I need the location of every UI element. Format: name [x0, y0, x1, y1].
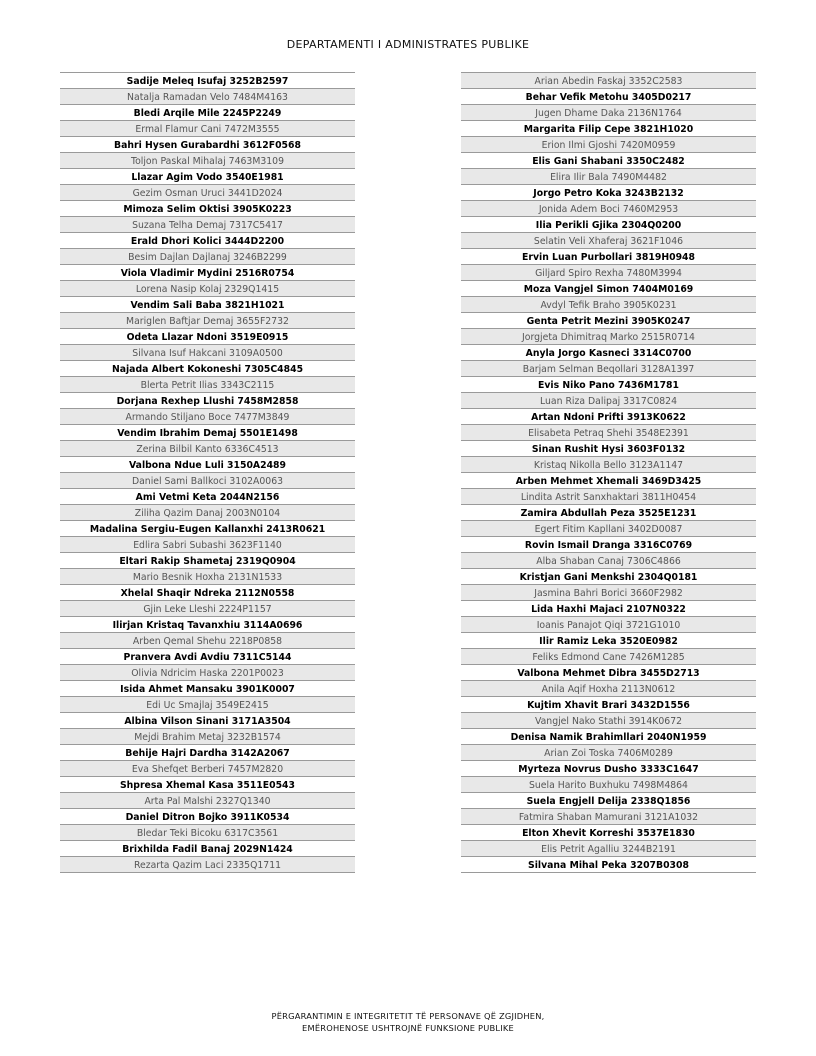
- list-item: Artan Ndoni Prifti 3913K0622: [461, 408, 756, 425]
- list-item: Elton Xhevit Korreshi 3537E1830: [461, 824, 756, 841]
- list-item: Vendim Ibrahim Demaj 5501E1498: [60, 424, 355, 441]
- right-column: [461, 73, 756, 873]
- list-item: Evis Niko Pano 7436M1781: [461, 376, 756, 393]
- list-item: Kristjan Gani Menkshi 2304Q0181: [461, 568, 756, 585]
- list-item: Erion Ilmi Gjoshi 7420M0959: [461, 136, 756, 153]
- list-item: Toljon Paskal Mihalaj 7463M3109: [60, 152, 355, 169]
- list-item: Edlira Sabri Subashi 3623F1140: [60, 536, 355, 553]
- list-item: Vangjel Nako Stathi 3914K0672: [461, 712, 756, 729]
- list-item: Behije Hajri Dardha 3142A2067: [60, 744, 355, 761]
- list-item: Ilir Ramiz Leka 3520E0982: [461, 632, 756, 649]
- page-footer: [0, 1010, 816, 1034]
- list-item: Xhelal Shaqir Ndreka 2112N0558: [60, 584, 355, 601]
- list-item: Albina Vilson Sinani 3171A3504: [60, 712, 355, 729]
- list-item: Madalina Sergiu-Eugen Kallanxhi 2413R0621: [60, 520, 355, 537]
- list-item: Odeta Llazar Ndoni 3519E0915: [60, 328, 355, 345]
- list-item: Avdyl Tefik Braho 3905K0231: [461, 296, 756, 313]
- list-item: Mejdi Brahim Metaj 3232B1574: [60, 728, 355, 745]
- list-item: Isida Ahmet Mansaku 3901K0007: [60, 680, 355, 697]
- list-item: Arian Zoi Toska 7406M0289: [461, 744, 756, 761]
- list-item: Suela Engjell Delija 2338Q1856: [461, 792, 756, 809]
- list-item: Suzana Telha Demaj 7317C5417: [60, 216, 355, 233]
- list-item: Ilia Perikli Gjika 2304Q0200: [461, 216, 756, 233]
- list-item: Myrteza Novrus Dusho 3333C1647: [461, 760, 756, 777]
- left-column: [60, 73, 355, 873]
- list-item: Arian Abedin Faskaj 3352C2583: [461, 72, 756, 89]
- list-item: Silvana Mihal Peka 3207B0308: [461, 856, 756, 873]
- list-item: Jasmina Bahri Borici 3660F2982: [461, 584, 756, 601]
- list-item: Jorgjeta Dhimitraq Marko 2515R0714: [461, 328, 756, 345]
- list-item: Barjam Selman Beqollari 3128A1397: [461, 360, 756, 377]
- list-item: Ervin Luan Purbollari 3819H0948: [461, 248, 756, 265]
- list-item: Rezarta Qazim Laci 2335Q1711: [60, 856, 355, 873]
- list-item: Jugen Dhame Daka 2136N1764: [461, 104, 756, 121]
- list-item: Erald Dhori Kolici 3444D2200: [60, 232, 355, 249]
- page-title: DEPARTAMENTI I ADMINISTRATES PUBLIKE: [286, 38, 530, 51]
- list-item: Denisa Namik Brahimllari 2040N1959: [461, 728, 756, 745]
- list-item: Vendim Sali Baba 3821H1021: [60, 296, 355, 313]
- list-item: Sadije Meleq Isufaj 3252B2597: [60, 72, 355, 89]
- list-item: Feliks Edmond Cane 7426M1285: [461, 648, 756, 665]
- list-item: Brixhilda Fadil Banaj 2029N1424: [60, 840, 355, 857]
- list-item: Ioanis Panajot Qiqi 3721G1010: [461, 616, 756, 633]
- list-item: Eltari Rakip Shametaj 2319Q0904: [60, 552, 355, 569]
- list-item: Elisabeta Petraq Shehi 3548E2391: [461, 424, 756, 441]
- list-item: Margarita Filip Cepe 3821H1020: [461, 120, 756, 137]
- list-item: Mimoza Selim Oktisi 3905K0223: [60, 200, 355, 217]
- list-item: Selatin Veli Xhaferaj 3621F1046: [461, 232, 756, 249]
- list-item: Arben Mehmet Xhemali 3469D3425: [461, 472, 756, 489]
- list-item: Egert Fitim Kapllani 3402D0087: [461, 520, 756, 537]
- list-item: Daniel Sami Ballkoci 3102A0063: [60, 472, 355, 489]
- list-item: Gezim Osman Uruci 3441D2024: [60, 184, 355, 201]
- list-item: Rovin Ismail Dranga 3316C0769: [461, 536, 756, 553]
- list-item: Moza Vangjel Simon 7404M0169: [461, 280, 756, 297]
- list-item: Besim Dajlan Dajlanaj 3246B2299: [60, 248, 355, 265]
- list-item: Luan Riza Dalipaj 3317C0824: [461, 392, 756, 409]
- list-item: Elis Gani Shabani 3350C2482: [461, 152, 756, 169]
- list-item: Shpresa Xhemal Kasa 3511E0543: [60, 776, 355, 793]
- list-item: Arta Pal Malshi 2327Q1340: [60, 792, 355, 809]
- list-item: Blerta Petrit Ilias 3343C2115: [60, 376, 355, 393]
- list-item: Viola Vladimir Mydini 2516R0754: [60, 264, 355, 281]
- list-item: Llazar Agim Vodo 3540E1981: [60, 168, 355, 185]
- list-item: Elis Petrit Agalliu 3244B2191: [461, 840, 756, 857]
- list-item: Bahri Hysen Gurabardhi 3612F0568: [60, 136, 355, 153]
- list-item: Armando Stiljano Boce 7477M3849: [60, 408, 355, 425]
- list-item: Edi Uc Smajlaj 3549E2415: [60, 696, 355, 713]
- list-item: Ilirjan Kristaq Tavanxhiu 3114A0696: [60, 616, 355, 633]
- list-item: Silvana Isuf Hakcani 3109A0500: [60, 344, 355, 361]
- name-list-columns: [60, 73, 756, 873]
- list-item: Natalja Ramadan Velo 7484M4163: [60, 88, 355, 105]
- list-item: Najada Albert Kokoneshi 7305C4845: [60, 360, 355, 377]
- list-item: Valbona Mehmet Dibra 3455D2713: [461, 664, 756, 681]
- list-item: Ziliha Qazim Danaj 2003N0104: [60, 504, 355, 521]
- list-item: Jonida Adem Boci 7460M2953: [461, 200, 756, 217]
- list-item: Lorena Nasip Kolaj 2329Q1415: [60, 280, 355, 297]
- footer-line-2: EMËROHENOSE USHTROJNË FUNKSIONE PUBLIKE: [302, 1023, 514, 1033]
- list-item: Arben Qemal Shehu 2218P0858: [60, 632, 355, 649]
- list-item: Kristaq Nikolla Bello 3123A1147: [461, 456, 756, 473]
- list-item: Eva Shefqet Berberi 7457M2820: [60, 760, 355, 777]
- list-item: Alba Shaban Canaj 7306C4866: [461, 552, 756, 569]
- list-item: Elira Ilir Bala 7490M4482: [461, 168, 756, 185]
- footer-line-1: PËRGARANTIMIN E INTEGRITETIT TË PERSONAVE QË ZGJIDHEN,: [271, 1011, 545, 1021]
- list-item: Suela Harito Buxhuku 7498M4864: [461, 776, 756, 793]
- list-item: Bledi Arqile Mile 2245P2249: [60, 104, 355, 121]
- list-item: Anila Aqif Hoxha 2113N0612: [461, 680, 756, 697]
- list-item: Lida Haxhi Majaci 2107N0322: [461, 600, 756, 617]
- list-item: Lindita Astrit Sanxhaktari 3811H0454: [461, 488, 756, 505]
- list-item: Pranvera Avdi Avdiu 7311C5144: [60, 648, 355, 665]
- list-item: Bledar Teki Bicoku 6317C3561: [60, 824, 355, 841]
- list-item: Behar Vefik Metohu 3405D0217: [461, 88, 756, 105]
- list-item: Anyla Jorgo Kasneci 3314C0700: [461, 344, 756, 361]
- list-item: Mariglen Baftjar Demaj 3655F2732: [60, 312, 355, 329]
- list-item: Valbona Ndue Luli 3150A2489: [60, 456, 355, 473]
- list-item: Gjin Leke Lleshi 2224P1157: [60, 600, 355, 617]
- list-item: Ami Vetmi Keta 2044N2156: [60, 488, 355, 505]
- list-item: Daniel Ditron Bojko 3911K0534: [60, 808, 355, 825]
- list-item: Sinan Rushit Hysi 3603F0132: [461, 440, 756, 457]
- list-item: Olivia Ndricim Haska 2201P0023: [60, 664, 355, 681]
- list-item: Genta Petrit Mezini 3905K0247: [461, 312, 756, 329]
- list-item: Giljard Spiro Rexha 7480M3994: [461, 264, 756, 281]
- list-item: Zamira Abdullah Peza 3525E1231: [461, 504, 756, 521]
- list-item: Fatmira Shaban Mamurani 3121A1032: [461, 808, 756, 825]
- list-item: Dorjana Rexhep Llushi 7458M2858: [60, 392, 355, 409]
- list-item: Ermal Flamur Cani 7472M3555: [60, 120, 355, 137]
- list-item: Zerina Bilbil Kanto 6336C4513: [60, 440, 355, 457]
- list-item: Kujtim Xhavit Brari 3432D1556: [461, 696, 756, 713]
- list-item: Mario Besnik Hoxha 2131N1533: [60, 568, 355, 585]
- list-item: Jorgo Petro Koka 3243B2132: [461, 184, 756, 201]
